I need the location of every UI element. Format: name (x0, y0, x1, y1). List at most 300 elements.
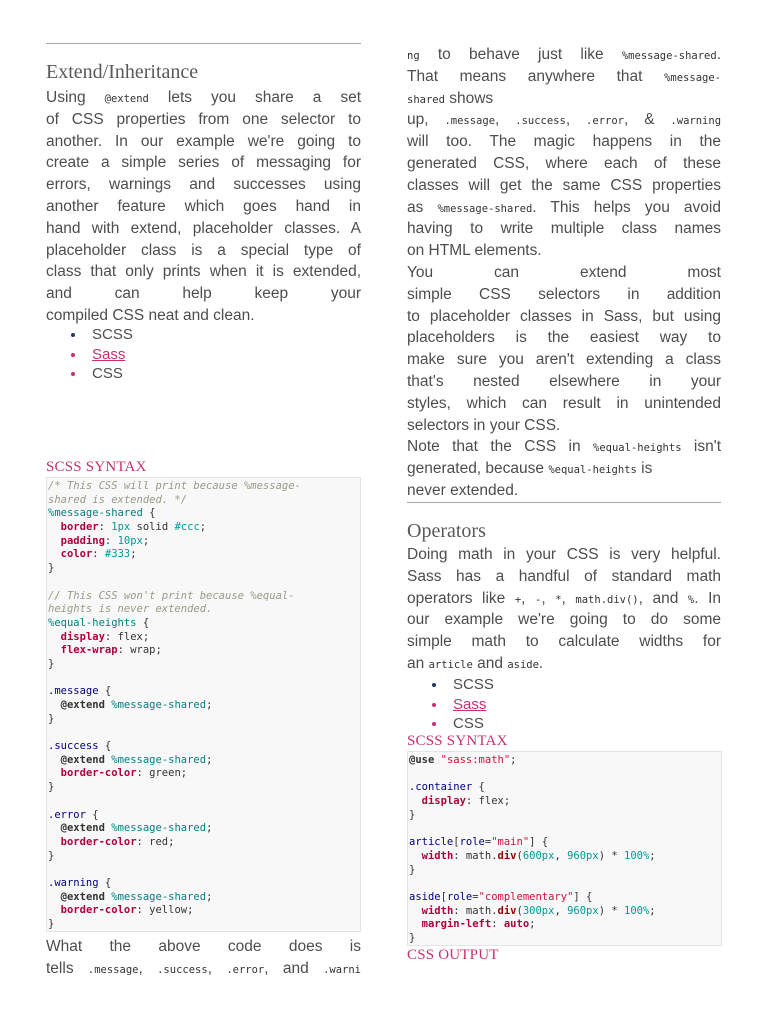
after-code-paragraph (46, 936, 361, 980)
text-line (46, 240, 361, 262)
text-run: . (716, 46, 721, 63)
code-token: { (136, 616, 150, 629)
code-token: { (85, 808, 99, 821)
text-run: placeholder class is a special type of (46, 241, 361, 259)
text-line (46, 261, 361, 283)
text-run: , (207, 959, 227, 977)
code-token: ; (130, 548, 137, 561)
code-token: ; (206, 890, 213, 903)
code-token: ; (199, 521, 207, 534)
text-run: will too. The magic happens in the (407, 133, 721, 151)
code-line (48, 521, 360, 535)
code-token: "complementary" (478, 890, 574, 903)
code-token: role (446, 890, 473, 903)
code-line (409, 822, 721, 836)
code-line (48, 904, 360, 918)
inline-code: %message-shared (437, 202, 533, 215)
text-line (407, 415, 721, 437)
text-run: to placeholder classes in Sass, but using (407, 307, 721, 325)
text-run: on HTML elements. (407, 242, 542, 260)
text-line (46, 196, 361, 218)
sass-link[interactable]: Sass (92, 345, 126, 363)
code-token (48, 548, 61, 560)
bullet-dot-icon (71, 353, 75, 357)
bullet-dot-icon (71, 372, 75, 376)
inline-code: .error (586, 115, 624, 128)
code-token: border-color (60, 904, 137, 917)
code-line (48, 767, 360, 781)
text-run: of CSS properties from one selector to (46, 110, 361, 128)
code-token: ; (649, 904, 656, 917)
text-line (407, 175, 721, 197)
code-line (48, 781, 360, 795)
text-run: styles, which can result in unintended (407, 394, 721, 412)
text-run: , (565, 111, 587, 129)
code-line (409, 932, 721, 946)
code-line (48, 617, 360, 631)
syntax-list-right (407, 675, 721, 734)
text-run: , & (623, 111, 671, 129)
text-run: , and (264, 959, 324, 977)
text-line (46, 87, 361, 109)
text-line (407, 609, 721, 631)
code-token: solid (130, 521, 175, 534)
code-token: ; (649, 849, 656, 862)
code-line (48, 562, 360, 576)
text-line (407, 109, 721, 131)
text-line (46, 305, 361, 327)
code-token: .warning (48, 876, 99, 889)
inline-code: .message (87, 963, 139, 976)
code-token: ; (206, 699, 213, 711)
code-token (48, 535, 61, 547)
code-line (409, 809, 721, 823)
code-token: /* This CSS will print because %message- (48, 480, 301, 492)
code-token: ; (510, 754, 517, 766)
code-token: .error (48, 808, 86, 821)
code-token: { (472, 781, 485, 794)
text-run: simple CSS selectors in addition (407, 285, 721, 303)
list-item-label: SCSS (92, 326, 133, 343)
text-run: classes will get the same CSS properties (407, 176, 721, 194)
code-token: ; (206, 753, 213, 766)
code-token: // This CSS won't print because %equal- (48, 589, 295, 602)
code-line (409, 768, 721, 782)
text-run: up, (407, 111, 445, 129)
code-token: : (104, 534, 118, 547)
bullet-dot-icon (71, 333, 75, 337)
code-token: : (491, 918, 504, 931)
code-line (48, 836, 360, 850)
code-token: article (409, 836, 454, 849)
text-line (407, 588, 721, 610)
code-token: : (98, 521, 112, 534)
code-token: 600px (522, 849, 555, 862)
code-block-extend (46, 477, 361, 932)
code-token: ] { (573, 890, 593, 903)
text-line (407, 393, 721, 415)
code-token: = (484, 836, 492, 849)
list-item-sass[interactable] (46, 345, 361, 365)
code-token: 100% (624, 904, 650, 917)
code-line (48, 672, 360, 686)
code-token: } (48, 712, 55, 725)
text-line (407, 44, 721, 66)
text-run: another feature which goes hand in (46, 197, 361, 215)
code-line (409, 877, 721, 891)
code-token (48, 644, 61, 656)
code-token: } (48, 657, 55, 670)
code-token (48, 521, 61, 533)
text-run: make sure you aren't extending a class (407, 351, 721, 369)
code-token (48, 631, 61, 643)
code-token: ( (516, 849, 523, 862)
code-token: div (497, 849, 517, 862)
code-token: : wrap; (117, 644, 162, 657)
inline-code: %equal-heights (593, 442, 682, 455)
text-line (407, 349, 721, 371)
code-token: 1px (111, 521, 131, 534)
code-token: 960px (567, 904, 599, 917)
code-token: } (48, 849, 55, 862)
inline-code: * (555, 593, 562, 606)
code-line (48, 795, 360, 809)
text-run: , (541, 589, 556, 607)
code-line (48, 685, 360, 699)
code-token: = (472, 890, 479, 903)
list-item-sass[interactable] (407, 695, 721, 715)
code-token: %message-shared (111, 822, 207, 835)
code-line (48, 754, 360, 768)
inline-code: %message-shared (621, 50, 717, 62)
inline-code: .message (444, 115, 496, 128)
code-token: display (60, 630, 105, 643)
text-line (407, 327, 721, 349)
code-line (48, 603, 360, 617)
text-run: and (472, 654, 508, 672)
inline-code: .success (515, 115, 566, 128)
code-token: .message (48, 685, 99, 698)
text-line (407, 480, 721, 502)
code-line (409, 891, 721, 905)
inline-code: + (514, 593, 522, 606)
code-line (409, 905, 721, 919)
code-token: : (92, 548, 105, 561)
code-token: } (48, 781, 55, 794)
text-run: compiled CSS neat and clean. (46, 306, 255, 324)
code-token: { (98, 685, 112, 698)
code-token: border (60, 521, 99, 534)
code-line (48, 480, 360, 494)
code-token (48, 836, 61, 848)
code-token: @use (409, 754, 435, 766)
text-line (46, 109, 361, 131)
code-token: margin-left (421, 918, 492, 931)
code-token (48, 767, 61, 779)
text-run: our example we're going to do some (407, 611, 721, 629)
code-token: shared is extended. */ (48, 493, 188, 506)
text-run: having to write multiple class names (407, 220, 721, 238)
text-run: is (636, 460, 653, 478)
text-run: create a simple series of messaging for (46, 154, 361, 172)
code-token: "main" (491, 836, 530, 849)
code-token: %equal-heights (48, 616, 137, 629)
code-token: "sass:math" (440, 754, 511, 766)
code-token: 300px (522, 904, 555, 917)
section-rule (407, 502, 721, 503)
text-line (46, 283, 361, 305)
code-line (48, 535, 360, 549)
code-token: %message-shared (48, 507, 143, 520)
code-token: role (459, 836, 485, 849)
text-line (407, 262, 721, 284)
code-block-operators (407, 751, 722, 946)
operators-paragraph (407, 544, 721, 675)
text-run: , (138, 959, 158, 977)
code-token: 960px (567, 849, 599, 862)
code-line (48, 863, 360, 877)
code-line (48, 494, 360, 508)
text-line (407, 306, 721, 328)
code-token: @extend (60, 822, 105, 835)
code-token: .container (409, 781, 473, 794)
code-token (409, 850, 422, 862)
code-line (48, 576, 360, 590)
text-line (407, 631, 721, 653)
text-run: simple math to calculate widths for (407, 633, 721, 651)
code-token: } (48, 562, 55, 575)
code-token: } (409, 863, 416, 876)
code-token: %message-shared (111, 890, 207, 903)
code-token: { (142, 507, 156, 520)
code-token: .success (48, 740, 99, 753)
text-line (407, 436, 721, 458)
text-line (407, 218, 721, 240)
code-line (409, 781, 721, 795)
code-token (48, 904, 61, 916)
inline-code: math.div() (575, 593, 639, 606)
text-run: selectors in your CSS. (407, 416, 561, 434)
text-run: That means anywhere that (407, 67, 665, 85)
code-token: } (48, 918, 55, 930)
text-line (46, 174, 361, 196)
code-token: border-color (60, 767, 137, 780)
code-line (409, 850, 721, 864)
text-run: generated CSS, where each of these (407, 154, 721, 172)
code-line (48, 713, 360, 727)
code-token: : math. (453, 904, 498, 917)
inline-code: %message- (664, 71, 721, 84)
code-token: ) * (598, 904, 624, 917)
code-line (48, 507, 360, 521)
text-line (46, 958, 361, 980)
code-line (48, 726, 360, 740)
code-token: ( (516, 904, 523, 917)
code-line (409, 918, 721, 932)
code-token: @extend (60, 753, 105, 766)
text-run: , (561, 589, 576, 607)
text-line (407, 653, 721, 675)
code-token: : flex; (104, 630, 150, 643)
text-line (407, 131, 721, 153)
code-token: aside (409, 890, 441, 903)
text-run: to behave just like (419, 46, 622, 63)
text-run: Using (46, 89, 105, 106)
code-line (409, 795, 721, 809)
text-run: , and (638, 589, 688, 607)
code-line (48, 740, 360, 754)
code-token: #ccc (174, 521, 200, 534)
text-run: hand with extend, placeholder classes. A (46, 219, 361, 237)
code-line (48, 822, 360, 836)
code-token: padding (60, 534, 105, 547)
code-token: border-color (60, 835, 137, 848)
code-line (48, 877, 360, 891)
text-run: Note that the CSS in (407, 438, 594, 456)
code-line (48, 631, 360, 645)
code-line (48, 548, 360, 562)
list-item-scss (407, 675, 721, 695)
code-line (409, 864, 721, 878)
bullet-dot-icon (432, 683, 436, 687)
code-token (409, 905, 422, 917)
inline-code: article (428, 658, 473, 671)
code-token: 100% (624, 849, 650, 862)
top-rule (46, 43, 361, 44)
code-token: width (421, 904, 454, 917)
code-token: %message-shared (111, 699, 207, 711)
syntax-list-left (46, 325, 361, 384)
code-token (48, 699, 61, 711)
code-token: : yellow; (136, 904, 194, 917)
text-run: an (407, 654, 429, 672)
text-line (407, 66, 721, 88)
text-line (407, 197, 721, 219)
code-line (48, 918, 360, 932)
text-run: lets you share a set (148, 89, 362, 106)
section-heading-extend: Extend/Inheritance (46, 61, 199, 83)
inline-code: .warning (670, 115, 722, 128)
code-token: ] { (529, 836, 549, 849)
code-token: 10px (117, 534, 143, 547)
code-line (48, 658, 360, 672)
code-token: , (554, 904, 568, 917)
inline-code: - (535, 593, 542, 606)
code-token (48, 891, 61, 903)
text-run: isn't (681, 438, 721, 456)
inline-code: .warni (323, 963, 362, 976)
text-run: You can extend most (407, 263, 721, 281)
text-run: never extended. (407, 481, 519, 499)
code-line (48, 891, 360, 905)
text-line (46, 218, 361, 240)
inline-code: .success (157, 963, 208, 976)
code-line (48, 809, 360, 823)
text-line (407, 240, 721, 262)
inline-code: .error (226, 963, 265, 976)
inline-code: @extend (104, 93, 149, 105)
text-line (407, 371, 721, 393)
code-token: auto (503, 918, 530, 931)
code-token (48, 822, 61, 834)
text-run: that's nested elsewhere in your (407, 372, 721, 390)
inline-code: shared (407, 93, 445, 106)
text-run: . (538, 654, 544, 672)
text-run: , (495, 111, 516, 129)
code-token: flex-wrap (60, 644, 118, 657)
text-run: shows (444, 89, 494, 107)
code-line (48, 644, 360, 658)
text-run: . In (694, 589, 721, 607)
code-token: ; (206, 822, 213, 835)
text-run: placeholders is the easiest way to (407, 329, 721, 347)
text-run: , (521, 589, 536, 607)
bullet-dot-icon (432, 722, 436, 726)
code-line (409, 754, 721, 768)
text-run: generated, because (407, 460, 549, 478)
list-item-label: SCSS (453, 676, 494, 693)
text-run: another. In our example we're going to (46, 132, 361, 150)
code-token: ) * (598, 849, 624, 862)
code-token: } (409, 931, 416, 944)
css-output-label: CSS OUTPUT (407, 947, 499, 963)
list-item-css (46, 364, 361, 384)
text-run: Doing math in your CSS is very helpful. (407, 546, 721, 563)
list-item-label: CSS (92, 365, 123, 382)
code-token: #333 (104, 548, 131, 561)
text-run: as (407, 198, 438, 216)
code-token: } (409, 808, 416, 821)
sass-link[interactable]: Sass (453, 695, 487, 713)
code-line (48, 699, 360, 713)
text-run: errors, warnings and successes using (46, 176, 361, 194)
extend-paragraph (46, 87, 361, 327)
section-heading-operators: Operators (407, 520, 486, 542)
text-line (407, 153, 721, 175)
text-run: What the above code does is (46, 938, 361, 955)
inline-code: ng (407, 50, 420, 62)
code-token: heights is never extended. (48, 603, 213, 616)
code-token: : flex; (465, 795, 511, 808)
code-token: color (60, 548, 93, 561)
text-line (46, 936, 361, 958)
code-token (48, 754, 61, 766)
code-token: { (98, 876, 112, 889)
code-token: %message-shared (111, 753, 207, 766)
code-line (48, 590, 360, 604)
extend-continued-paragraph (407, 44, 721, 502)
text-run: . This helps you avoid (532, 198, 721, 216)
code-token: div (497, 904, 517, 917)
inline-code: % (687, 593, 695, 606)
code-token: : math. (453, 849, 498, 862)
text-run: class that only prints when it is extended, (46, 263, 361, 281)
inline-code: aside (507, 658, 539, 671)
code-token: : red; (136, 835, 175, 848)
code-label-left: SCSS SYNTAX (46, 459, 147, 475)
code-token (409, 795, 422, 807)
list-item-scss (46, 325, 361, 345)
code-token: [ (453, 836, 460, 849)
text-run: and can help keep your (46, 285, 361, 303)
text-line (407, 284, 721, 306)
text-run: tells (46, 959, 88, 977)
code-token: : green; (136, 767, 188, 780)
bullet-dot-icon (432, 703, 436, 707)
text-line (407, 544, 721, 566)
inline-code: %equal-heights (548, 464, 637, 477)
text-line (407, 88, 721, 110)
